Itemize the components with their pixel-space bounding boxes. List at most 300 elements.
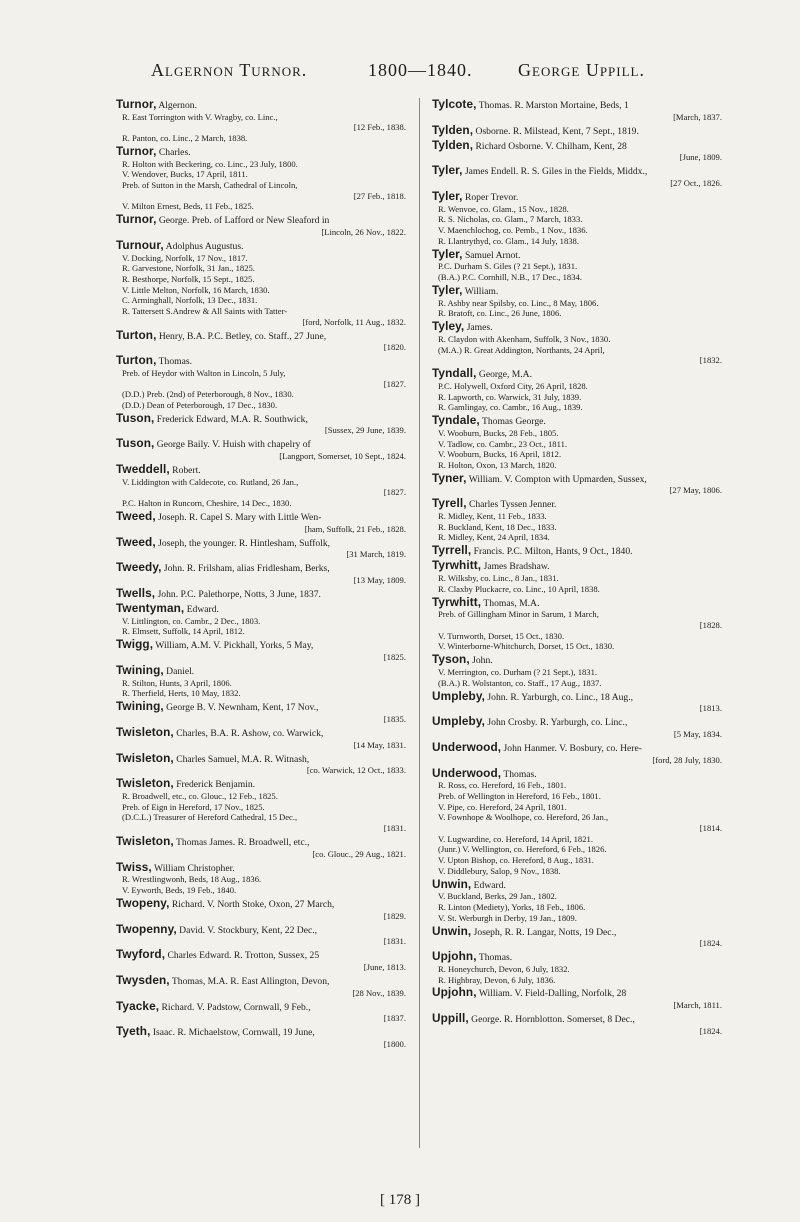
register-entry xyxy=(116,462,406,509)
entry-heading-text: Thomas George. xyxy=(479,416,546,428)
entry-heading xyxy=(432,471,722,486)
entry-line: R. Broadwell, etc., co. Glouc., 12 Feb., 1825. xyxy=(122,790,278,801)
entry-line: R. Linton (Mediety), Yorks, 18 Feb., 1806. xyxy=(438,901,586,912)
entry-line: V. Milton Ernest, Beds, 11 Feb., 1825. xyxy=(122,201,254,212)
entry-heading-text: Richard Osborne. V. Chilham, Kent, 28 xyxy=(473,140,627,152)
entry-heading-text: Frederick Edward, M.A. R. Southwick, xyxy=(154,413,308,425)
entry-heading-text: William. V. Field-Dalling, Norfolk, 28 xyxy=(476,988,627,1000)
register-entry xyxy=(432,319,722,366)
entry-heading-text: Thomas. xyxy=(476,952,513,964)
entry-line: [1835. xyxy=(383,714,406,725)
register-entry xyxy=(432,366,722,413)
entry-line: R. Llantrythyd, co. Glam., 14 July, 1838. xyxy=(438,235,579,246)
entry-line: [27 Oct., 1826. xyxy=(670,178,722,189)
entry-surname: Tyler, xyxy=(432,188,463,203)
entry-heading-text: John. R. Yarburgh, co. Linc., 18 Aug., xyxy=(485,691,634,703)
entry-heading-text: John. R. Frilsham, alias Fridlesham, Berks, xyxy=(161,563,330,575)
entry-line: (B.A.) P.C. Cornhill, N.B., 17 Dec., 1834. xyxy=(438,271,582,282)
entry-heading xyxy=(432,366,722,381)
entry-line: [1800. xyxy=(383,1038,406,1049)
entry-heading-text: John Hanmer. V. Bosbury, co. Here- xyxy=(501,742,642,754)
entry-heading-text: George. R. Hornblotton. Somerset, 8 Dec., xyxy=(468,1014,635,1026)
entry-heading xyxy=(116,663,406,678)
entry-line: R. Tattersett S.Andrew & All Saints with Tatter- xyxy=(122,305,288,316)
entry-line: [1813. xyxy=(699,703,722,714)
entry-line: [28 Nov., 1839. xyxy=(352,987,406,998)
entry-heading-text: Charles. xyxy=(156,146,191,158)
entry-heading xyxy=(432,949,722,964)
entry-surname: Twisleton, xyxy=(116,724,174,739)
entry-surname: Tyson, xyxy=(432,652,470,667)
entry-line: [co. Glouc., 29 Aug., 1821. xyxy=(312,848,406,859)
entry-line: [June, 1813. xyxy=(363,961,406,972)
register-entry xyxy=(432,138,722,163)
entry-heading xyxy=(116,411,406,426)
register-entry xyxy=(116,586,406,601)
entry-line: V. Merrington, co. Durham (? 21 Sept.), 1831. xyxy=(438,667,598,678)
register-entry xyxy=(116,560,406,585)
entry-heading xyxy=(116,586,406,601)
register-entry xyxy=(432,949,722,985)
entry-heading xyxy=(432,138,722,153)
register-entry xyxy=(116,411,406,436)
entry-surname: Tylden, xyxy=(432,122,474,137)
entry-line: (M.A.) R. Great Addington, Northants, 24 April, xyxy=(438,344,605,355)
entry-heading-text: Osborne. R. Milstead, Kent, 7 Sept., 1819. xyxy=(473,125,639,137)
entry-heading xyxy=(432,319,722,334)
entry-line: V. Wendover, Bucks, 17 April, 1811. xyxy=(122,169,248,180)
entry-heading-text: Joseph. R. Capel S. Mary with Little Wen- xyxy=(155,512,322,524)
entry-surname: Underwood, xyxy=(432,765,502,780)
entry-heading xyxy=(432,283,722,298)
entry-line: V. Maenchlochog, co. Pemb., 1 Nov., 1836. xyxy=(438,224,588,235)
entry-heading xyxy=(432,985,722,1000)
entry-surname: Turton, xyxy=(116,353,157,368)
entry-line: R. Claydon with Akenham, Suffolk, 3 Nov., 1830. xyxy=(438,333,611,344)
register-entry xyxy=(432,714,722,739)
entry-heading-text: James. xyxy=(464,322,493,334)
entry-line: R. Elmsett, Suffolk, 14 April, 1812. xyxy=(122,626,245,637)
entry-heading xyxy=(116,637,406,652)
entry-line: [1827. xyxy=(383,487,406,498)
register-entry xyxy=(116,776,406,833)
entry-line: R. Buckland, Kent, 18 Dec., 1833. xyxy=(438,521,557,532)
entry-line: R. Wrestlingwonh, Beds, 18 Aug., 1836. xyxy=(122,874,262,885)
register-entry xyxy=(116,353,406,410)
entry-heading-text: Thomas. xyxy=(501,768,537,780)
entry-heading-text: Thomas. R. Marston Mortaine, Beds, 1 xyxy=(476,100,629,111)
entry-line: R. Ashby near Spilsby, co. Linc., 8 May, 1806. xyxy=(438,297,599,308)
header-first-name: Algernon Turnor. xyxy=(151,60,308,80)
entry-line: [Lincoln, 26 Nov., 1822. xyxy=(321,226,406,237)
entry-heading-text: Thomas James. R. Broadwell, etc., xyxy=(173,836,310,848)
entry-surname: Tyler, xyxy=(432,163,463,178)
entry-surname: Underwood, xyxy=(432,739,502,754)
entry-surname: Turnor, xyxy=(116,212,157,227)
register-entry xyxy=(116,751,406,776)
entry-heading xyxy=(116,353,406,368)
entry-heading-text: George Baily. V. Huish with chapelry of xyxy=(154,439,311,451)
entry-surname: Twisleton, xyxy=(116,833,174,848)
register-entry xyxy=(116,97,406,144)
entry-surname: Tylcote, xyxy=(432,97,477,111)
entry-line: R. Highbray, Devon, 6 July, 1836. xyxy=(438,974,556,985)
running-header xyxy=(0,60,800,80)
entry-heading-text: Richard. V. North Stoke, Oxon, 27 March, xyxy=(169,898,335,910)
entry-line: V. Buckland, Berks, 29 Jan., 1802. xyxy=(438,891,557,902)
entry-line: R. Wenvoe, co. Glam., 15 Nov., 1828. xyxy=(438,203,569,214)
entry-heading-text: Francis. P.C. Milton, Hants, 9 Oct., 1840. xyxy=(471,546,633,558)
entry-line: R. Stilton, Hunts, 3 April, 1806. xyxy=(122,677,232,688)
entry-heading xyxy=(432,558,722,573)
register-entry xyxy=(432,985,722,1010)
entry-surname: Tweed, xyxy=(116,509,156,524)
register-entry xyxy=(116,1024,406,1049)
entry-heading xyxy=(432,97,722,112)
entry-line: V. Liddington with Caldecote, co. Rutland, 26 Jan., xyxy=(122,476,299,487)
register-entry xyxy=(432,413,722,470)
entry-line: R. Besthorpe, Norfolk, 15 Sept., 1825. xyxy=(122,273,255,284)
register-entry xyxy=(432,1011,722,1036)
entry-line: [ford, 28 July, 1830. xyxy=(652,754,722,765)
entry-heading-text: Edward. xyxy=(471,879,506,891)
entry-line: Preb. of Eign in Hereford, 17 Nov., 1825. xyxy=(122,801,265,812)
entry-surname: Turton, xyxy=(116,327,157,342)
register-entry xyxy=(116,535,406,560)
entry-surname: Tuson, xyxy=(116,436,155,451)
entry-line: P.C. Holywell, Oxford City, 26 April, 1828. xyxy=(438,380,588,391)
entry-surname: Tylden, xyxy=(432,137,474,152)
entry-line: [Sussex, 29 June, 1839. xyxy=(324,425,406,436)
entry-line: [1827. xyxy=(383,378,406,389)
entry-surname: Twining, xyxy=(116,699,164,714)
entry-heading-text: Thomas, M.A. R. East Allington, Devon, xyxy=(169,975,330,987)
entry-line: [31 March, 1819. xyxy=(346,549,406,560)
entry-line: [1831. xyxy=(383,822,406,833)
entry-surname: Twigg, xyxy=(116,637,154,652)
entry-line: [ham, Suffolk, 21 Feb., 1828. xyxy=(304,523,406,534)
register-entry xyxy=(116,834,406,859)
entry-line: V. Tadlow, co. Cambr., 23 Oct., 1811. xyxy=(438,438,568,449)
entry-heading xyxy=(432,1011,722,1026)
register-entry xyxy=(116,699,406,724)
register-entry xyxy=(116,637,406,662)
entry-heading xyxy=(432,714,722,729)
entry-line: V. Wooburn, Bucks, 16 April, 1812. xyxy=(438,449,562,460)
entry-surname: Uppill, xyxy=(432,1011,469,1026)
entry-surname: Upjohn, xyxy=(432,985,477,1000)
register-entry xyxy=(116,509,406,534)
register-entry xyxy=(116,212,406,237)
entry-heading xyxy=(432,924,722,939)
entry-heading-text: John. P.C. Palethorpe, Notts, 3 June, 1837. xyxy=(155,589,321,601)
entry-heading xyxy=(116,834,406,849)
entry-line: V. Docking, Norfolk, 17 Nov., 1817. xyxy=(122,252,248,263)
entry-heading xyxy=(116,860,406,875)
entry-line: P.C. Halton in Runcorn, Cheshire, 14 Dec., 1830. xyxy=(122,498,292,509)
entry-line: R. Midley, Kent, 24 April, 1834. xyxy=(438,532,550,543)
entry-line: V. Little Melton, Norfolk, 16 March, 1830. xyxy=(122,284,270,295)
entry-line: R. Holton, Oxon, 13 March, 1820. xyxy=(438,459,557,470)
entry-heading xyxy=(432,413,722,428)
entry-line: R. Panton, co. Linc., 2 March, 1838. xyxy=(122,133,248,144)
entry-heading-text: Samuel Arnot. xyxy=(462,249,521,261)
entry-surname: Tyeth, xyxy=(116,1024,151,1039)
entry-surname: Upjohn, xyxy=(432,949,477,964)
entry-heading xyxy=(432,766,722,781)
entry-surname: Tweed, xyxy=(116,534,156,549)
entry-line: R. Holton with Beckering, co. Linc., 23 July, 1800. xyxy=(122,158,298,169)
register-entry xyxy=(116,328,406,353)
left-column xyxy=(116,97,406,1050)
entry-surname: Twisleton, xyxy=(116,750,174,765)
entry-line: (D.D.) Dean of Peterborough, 17 Dec., 1830. xyxy=(122,399,278,410)
entry-heading xyxy=(432,543,722,558)
entry-surname: Tyley, xyxy=(432,319,465,334)
entry-heading-text: Charles, B.A. R. Ashow, co. Warwick, xyxy=(173,727,324,739)
entry-heading-text: Frederick Benjamin. xyxy=(173,779,256,791)
entry-line: R. Claxby Pluckacre, co. Linc., 10 April, 1838. xyxy=(438,583,600,594)
entry-line: V. Wooburn, Bucks, 28 Feb., 1805. xyxy=(438,427,559,438)
entry-heading-text: Daniel. xyxy=(163,666,195,677)
register-entry xyxy=(116,973,406,998)
entry-heading xyxy=(116,947,406,962)
entry-line: [March, 1811. xyxy=(673,1000,722,1011)
entry-line: V. Upton Bishop, co. Hereford, 8 Aug., 1831. xyxy=(438,854,594,865)
entry-heading xyxy=(116,436,406,451)
register-entry xyxy=(432,558,722,594)
entry-heading-text: Charles Tyssen Jenner. xyxy=(466,499,557,511)
entry-line: R. Garvestone, Norfolk, 31 Jan., 1825. xyxy=(122,263,255,274)
entry-surname: Twentyman, xyxy=(116,601,185,616)
entry-surname: Tweddell, xyxy=(116,462,170,477)
entry-heading xyxy=(432,877,722,892)
entry-line: V. St. Werburgh in Derby, 19 Jan., 1809. xyxy=(438,912,577,923)
entry-line: [March, 1837. xyxy=(673,111,722,122)
entry-heading-text: Charles Edward. R. Trotton, Sussex, 25 xyxy=(165,950,320,962)
entry-line: [1824. xyxy=(699,1025,722,1036)
entry-surname: Tyler, xyxy=(432,246,463,261)
entry-surname: Tyrell, xyxy=(432,496,467,511)
entry-line: (B.A.) R. Wolstanton, co. Staff., 17 Aug., 1837. xyxy=(438,677,602,688)
entry-line: R. Gamlingay, co. Cambr., 16 Aug., 1839. xyxy=(438,402,583,413)
register-entry xyxy=(432,123,722,138)
entry-line: V. Winterborne-Whitchurch, Dorset, 15 Oct., 1830. xyxy=(438,641,615,652)
entry-heading xyxy=(432,247,722,262)
register-entry xyxy=(432,97,722,122)
register-entry xyxy=(432,877,722,924)
entry-heading-text: Henry, B.A. P.C. Betley, co. Staff., 27 June, xyxy=(156,330,327,342)
entry-heading xyxy=(116,699,406,714)
entry-heading-text: William. V. Compton with Upmarden, Sussex, xyxy=(466,473,647,485)
entry-heading-text: George. Preb. of Lafford or New Sleaford in xyxy=(156,215,330,227)
entry-heading xyxy=(116,776,406,791)
entry-surname: Tyndall, xyxy=(432,366,477,381)
register-entry xyxy=(432,689,722,714)
register-entry xyxy=(432,471,722,496)
entry-heading xyxy=(116,144,406,159)
entry-heading-text: Roper Trevor. xyxy=(462,191,519,203)
entry-heading xyxy=(432,189,722,204)
column-divider xyxy=(419,98,420,1148)
entry-line: V. Littlington, co. Cambr., 2 Dec., 1803. xyxy=(122,615,261,626)
register-entry xyxy=(432,543,722,558)
entry-heading xyxy=(116,328,406,343)
entry-line: [27 May, 1806. xyxy=(669,485,722,496)
entry-heading xyxy=(116,462,406,477)
entry-surname: Umpleby, xyxy=(432,688,486,703)
entry-heading-text: William. xyxy=(462,285,499,297)
entry-line: [13 May, 1809. xyxy=(353,575,406,586)
right-column xyxy=(432,97,722,1037)
register-entry xyxy=(432,595,722,652)
entry-line: V. Eyworth, Beds, 19 Feb., 1840. xyxy=(122,884,237,895)
entry-line: [1831. xyxy=(383,936,406,947)
entry-heading-text: Adolphus Augustus. xyxy=(163,240,244,252)
entry-heading xyxy=(432,595,722,610)
entry-line: [1837. xyxy=(383,1013,406,1024)
entry-surname: Unwin, xyxy=(432,876,472,891)
entry-line: P.C. Durham S. Giles (? 21 Sept.), 1831. xyxy=(438,261,578,272)
entry-line: [1820. xyxy=(383,342,406,353)
register-entry xyxy=(116,144,406,212)
entry-heading-text: Edward. xyxy=(184,604,219,616)
entry-surname: Twisleton, xyxy=(116,776,174,791)
entry-heading-text: David. V. Stockbury, Kent, 22 Dec., xyxy=(176,924,318,936)
entry-heading xyxy=(116,509,406,524)
entry-line: (Junr.) V. Wellington, co. Hereford, 6 Feb., 1826. xyxy=(438,844,607,855)
entry-surname: Turnour, xyxy=(116,237,164,252)
entry-heading xyxy=(432,652,722,667)
entry-surname: Tyndale, xyxy=(432,413,480,428)
register-entry xyxy=(116,663,406,699)
entry-heading-text: John Crosby. R. Yarburgh, co. Linc., xyxy=(485,717,628,729)
entry-heading xyxy=(432,496,722,511)
register-entry xyxy=(116,922,406,947)
page-number: [ 178 ] xyxy=(380,1192,420,1208)
register-entry xyxy=(432,189,722,246)
entry-surname: Twells, xyxy=(116,586,156,601)
register-entry xyxy=(432,652,722,688)
entry-line: R. Bratoft, co. Linc., 26 June, 1806. xyxy=(438,308,562,319)
entry-surname: Tweedy, xyxy=(116,560,162,575)
entry-line: V. Diddlebury, Salop, 9 Nov., 1838. xyxy=(438,865,561,876)
entry-line: [1814. xyxy=(699,822,722,833)
entry-heading xyxy=(116,212,406,227)
entry-line: [ford, Norfolk, 11 Aug., 1832. xyxy=(302,316,406,327)
entry-line: V. Pipe, co. Hereford, 24 April, 1801. xyxy=(438,801,567,812)
entry-surname: Tyrrell, xyxy=(432,543,472,558)
register-entry xyxy=(432,163,722,188)
entry-heading xyxy=(432,740,722,755)
entry-heading-text: William Christopher. xyxy=(151,862,235,874)
entry-heading xyxy=(116,999,406,1014)
entry-surname: Tyrwhitt, xyxy=(432,594,482,609)
entry-line: R. Honeychurch, Devon, 6 July, 1832. xyxy=(438,963,570,974)
register-entry xyxy=(116,725,406,750)
entry-heading-text: Charles Samuel, M.A. R. Witnash, xyxy=(173,753,310,765)
entry-surname: Tyacke, xyxy=(116,998,160,1013)
entry-heading-text: Robert. xyxy=(169,465,201,477)
entry-heading xyxy=(432,123,722,138)
register-entry xyxy=(432,283,722,319)
entry-heading xyxy=(116,751,406,766)
register-entry xyxy=(116,999,406,1024)
entry-heading-text: George B. V. Newnham, Kent, 17 Nov., xyxy=(163,702,319,714)
entry-heading xyxy=(432,689,722,704)
entry-surname: Twysden, xyxy=(116,972,170,987)
register-entry xyxy=(432,924,722,949)
entry-line: [14 May, 1831. xyxy=(353,739,406,750)
entry-heading xyxy=(116,1024,406,1039)
entry-heading xyxy=(116,896,406,911)
entry-line: [Langport, Somerset, 10 Sept., 1824. xyxy=(279,451,406,462)
entry-heading xyxy=(116,725,406,740)
entry-surname: Turnor, xyxy=(116,143,157,158)
entry-heading xyxy=(116,238,406,253)
entry-line: R. Therfield, Herts, 10 May, 1832. xyxy=(122,688,241,699)
entry-surname: Twining, xyxy=(116,663,164,677)
entry-heading-text: John. xyxy=(469,655,493,667)
entry-surname: Twopeny, xyxy=(116,895,170,910)
entry-heading xyxy=(432,163,722,178)
entry-line: R. Wilksby, co. Linc., 8 Jan., 1831. xyxy=(438,573,559,584)
entry-surname: Umpleby, xyxy=(432,714,486,729)
entry-surname: Tyler, xyxy=(432,282,463,297)
entry-line: R. East Torrington with V. Wragby, co. Linc., xyxy=(122,111,278,122)
entry-surname: Twyford, xyxy=(116,947,166,962)
entry-heading xyxy=(116,97,406,112)
entry-line: Preb. of Wellington in Hereford, 16 Feb., 1801. xyxy=(438,790,601,801)
entry-line: (D.D.) Preb. (2nd) of Peterborough, 8 Nov., 1830. xyxy=(122,389,294,400)
entry-line: [1824. xyxy=(699,938,722,949)
entry-line: Preb. of Heydor with Walton in Lincoln, 5 July, xyxy=(122,367,286,378)
entry-surname: Turnor, xyxy=(116,97,157,111)
register-entry xyxy=(116,601,406,637)
register-entry xyxy=(116,238,406,327)
entry-line: [1825. xyxy=(383,652,406,663)
entry-surname: Tuson, xyxy=(116,410,155,425)
entry-surname: Twopenny, xyxy=(116,921,177,936)
entry-line: V. Lugwardine, co. Hereford, 14 April, 1821. xyxy=(438,833,593,844)
entry-heading xyxy=(116,560,406,575)
entry-line: [1832. xyxy=(699,355,722,366)
entry-heading-text: Joseph, the younger. R. Hintlesham, Suffolk, xyxy=(155,537,331,549)
entry-line: R. S. Nicholas, co. Glam., 7 March, 1833. xyxy=(438,214,583,225)
entry-line: (D.C.L.) Treasurer of Hereford Cathedral, 15 Dec., xyxy=(122,812,298,823)
register-entry xyxy=(116,896,406,921)
entry-line: [1828. xyxy=(699,620,722,631)
entry-heading-text: Algernon. xyxy=(156,100,197,111)
register-entry xyxy=(116,436,406,461)
entry-line: [1829. xyxy=(383,910,406,921)
register-entry xyxy=(116,947,406,972)
entry-line: [co. Warwick, 12 Oct., 1833. xyxy=(306,765,406,776)
register-entry xyxy=(432,247,722,283)
entry-line: [5 May, 1834. xyxy=(673,729,722,740)
entry-surname: Tyrwhitt, xyxy=(432,558,482,573)
entry-heading-text: Richard. V. Padstow, Cornwall, 9 Feb., xyxy=(159,1001,311,1013)
entry-heading-text: Thomas. xyxy=(156,356,192,368)
entry-heading-text: James Endell. R. S. Giles in the Fields, Middx., xyxy=(462,166,648,178)
entry-line: [June, 1809. xyxy=(679,152,722,163)
entry-surname: Unwin, xyxy=(432,923,472,938)
entry-line: R. Lapworth, co. Warwick, 31 July, 1839. xyxy=(438,391,582,402)
entry-heading xyxy=(116,922,406,937)
entry-line: V. Fownhope & Woolhope, co. Hereford, 26 Jan., xyxy=(438,812,609,823)
entry-line: Preb. of Gillingham Minor in Sarum, 1 March, xyxy=(438,609,599,620)
entry-heading xyxy=(116,601,406,616)
